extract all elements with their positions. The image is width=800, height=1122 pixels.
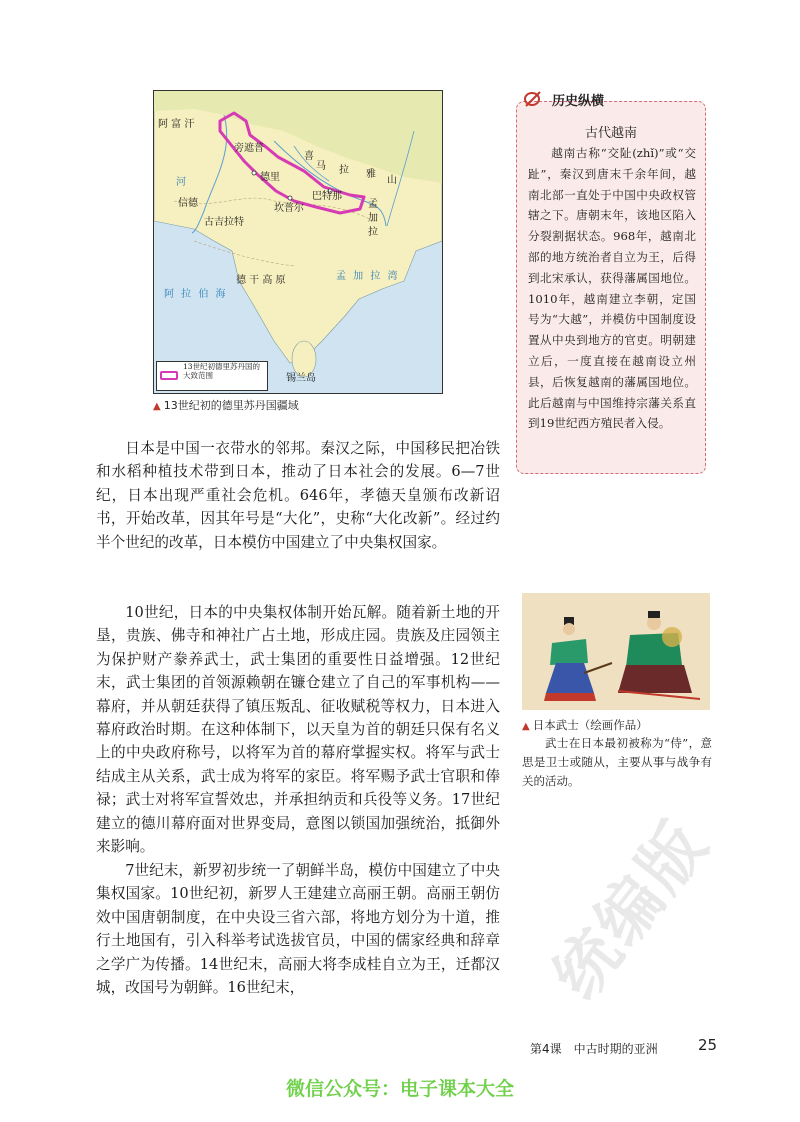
triangle-icon: ▲ [522,721,530,732]
footer-lesson-title: 第4课 中古时期的亚洲 [530,1042,658,1056]
delhi-sultanate-map [153,90,443,394]
map-label-delhi: 德里 [260,172,280,183]
map-label-bengal-1: 孟 [368,199,378,210]
page-number: 25 [698,1036,718,1054]
map-label-arabian-sea: 阿 拉 伯 海 [164,289,228,300]
map-label-river: 河 [176,177,186,188]
map-label-himalaya-3: 拉 [339,165,349,176]
map-label-himalaya-1: 喜 [304,151,314,162]
map-caption [153,397,299,413]
samurai-drawing [522,593,710,710]
map-label-deccan: 德 干 高 原 [236,275,286,286]
paragraph-japan-1: 日本是中国一衣带水的邻邦。秦汉之际，中国移民把冶铁和水稻种植技术带到日本，推动了日本社会的发展。6—7世纪，日本出现严重社会危机。646年，孝德天皇颁布改新诏书，开始改革，因其年号是“大化”，史称“大化改新”。经过约半个世纪的改革，日本模仿中国建立了中央集权国家。 [96,440,500,551]
paragraph-japan-2: 10世纪，日本的中央集权体制开始瓦解。随着新土地的开垦，贵族、佛寺和神社广占土地，形成庄园。贵族及庄园领主为保护财产豢养武士，武士集团的重要性日益增强。12世纪末，武士集团的首领源赖朝在镰仓建立了自己的军事机构——幕府，并从朝廷获得了镇压叛乱、征收赋税等权力，日本进入幕府政治时期。在这种体制下，以天皇为首的朝廷只保有名义上的中央政府称号，以将军为首的幕府掌握实权。将军与武士结成主从关系，武士成为将军的家臣。将军赐予武士官职和俸禄；武士对将军宣誓效忠，并承担纳贡和兵役等义务。17世纪建立的德川幕府面对世界变局，意图以锁国加强统治，抵御外来影响。 [96,604,500,856]
samurai-caption-title [522,717,648,733]
samurai-caption-title-text: 日本武士（绘画作品） [532,718,648,732]
map-label-patna: 巴特那 [312,191,342,202]
map-label-afghanistan: 阿 富 汗 [158,119,195,130]
sidebar-body: 越南古称“交阯(zhǐ)”或“交趾”，秦汉到唐末千余年间，越南北部一直处于中国中央政权管辖之下。唐朝末年，该地区陷入分裂割据状态。968年，越南北部的地方统治者自立为王，后得到北宋承认，获得藩属国地位。1010年，越南建立李朝，定国号为“大越”，并模仿中国制度设置从中央到地方的官吏。明朝建立后，一度直接在越南设立州县，后恢复越南的藩属国地位。此后越南与中国维持宗藩关系直到19世纪西方殖民者入侵。 [528,146,696,431]
history-logo-icon [522,90,544,108]
map-label-ceylon: 锡兰岛 [286,373,316,384]
legend-text: 13世纪初德里苏丹国的大致范围 [183,362,261,380]
triangle-icon: ▲ [153,401,161,412]
wechat-banner: 微信公众号：电子课本大全 [285,1078,514,1100]
map-label-himalaya-2: 马 [316,161,326,172]
map-legend [156,361,268,391]
map-label-bay-of-bengal: 孟 加 拉 湾 [336,271,400,282]
map-label-himalaya-4: 雅 [366,169,376,180]
sidebar-title: 古代越南 [584,126,637,141]
map-caption-text: 13世纪初的德里苏丹国疆域 [163,399,299,412]
legend-swatch [160,371,178,380]
map-label-kanpur: 坎普尔 [274,203,304,214]
sidebar-header-text: 历史纵横 [552,93,605,109]
paragraph-korea: 7世纪末，新罗初步统一了朝鲜半岛，模仿中国建立了中央集权国家。10世纪初，新罗人王建建立高丽王朝。高丽王朝仿效中国唐朝制度，在中央设三省六部，将地方划分为十道，推行土地国有，引入科举考试选拔官员，中国的儒家经典和辞章之学广为传播。14世纪末，高丽大将李成桂自立为王，迁都汉城，改国号为朝鲜。16世纪末， [96,862,500,997]
samurai-caption-body: 武士在日本最初被称为“侍”，意思是卫士或随从，主要从事与战争有关的活动。 [522,736,712,788]
sidebar-header [522,88,604,110]
map-label-bengal-3: 拉 [368,227,378,238]
map-label-sindh: 信德 [178,198,198,209]
map-label-gujarat: 古吉拉特 [204,217,244,228]
samurai-painting [522,593,710,710]
map-label-bengal-2: 加 [368,213,378,224]
map-drawing [154,91,442,393]
map-label-himalaya-5: 山 [387,175,397,186]
map-label-punjab: 旁遮普 [234,143,264,154]
watermark: 统编版 [539,806,724,1013]
